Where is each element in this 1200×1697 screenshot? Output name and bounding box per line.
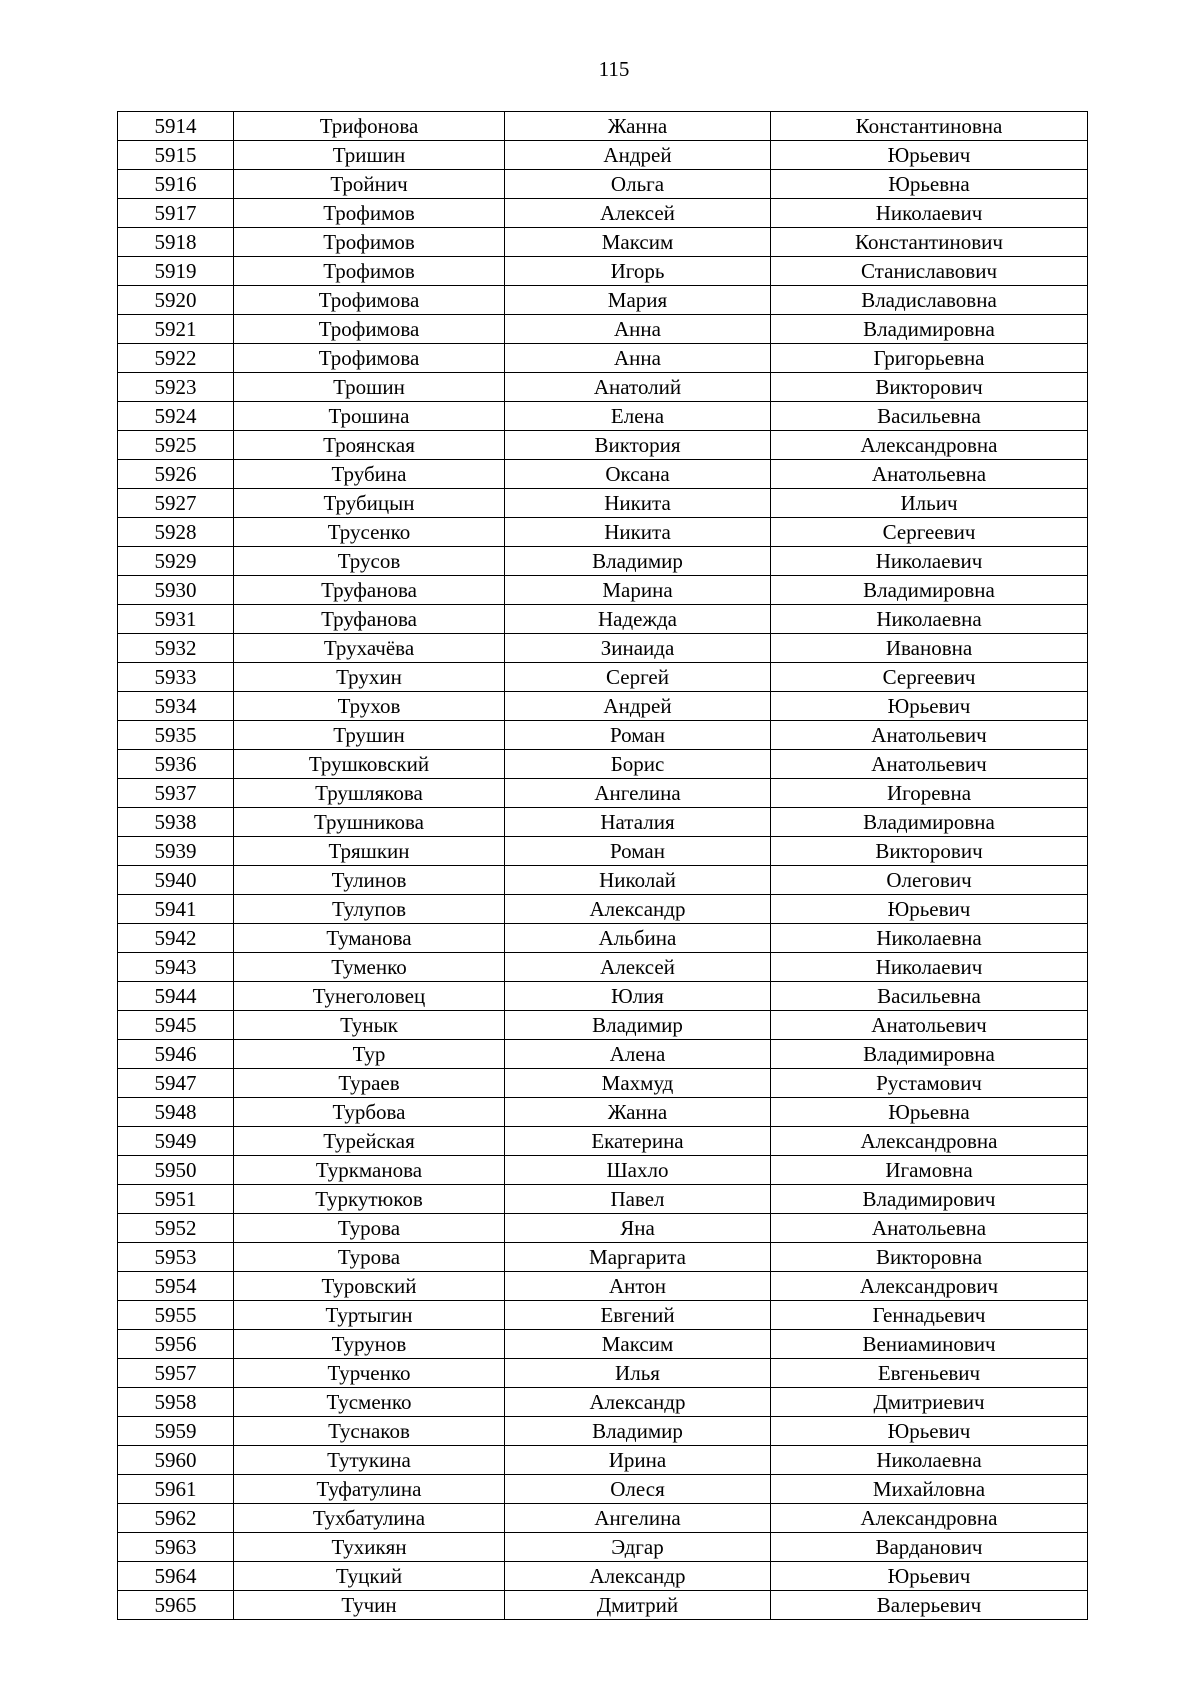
row-number-cell: 5948: [118, 1098, 234, 1127]
patronymic-cell: Григорьевна: [771, 344, 1088, 373]
first-name-cell: Оксана: [505, 460, 771, 489]
last-name-cell: Тураев: [234, 1069, 505, 1098]
first-name-cell: Алексей: [505, 199, 771, 228]
first-name-cell: Дмитрий: [505, 1591, 771, 1620]
first-name-cell: Максим: [505, 1330, 771, 1359]
patronymic-cell: Юрьевич: [771, 895, 1088, 924]
patronymic-cell: Ивановна: [771, 634, 1088, 663]
patronymic-cell: Викторович: [771, 373, 1088, 402]
table-row: [118, 518, 1088, 547]
first-name-cell: Александр: [505, 895, 771, 924]
first-name-cell: Жанна: [505, 112, 771, 141]
row-number-cell: 5960: [118, 1446, 234, 1475]
row-number-cell: 5954: [118, 1272, 234, 1301]
table-row: [118, 953, 1088, 982]
first-name-cell: Маргарита: [505, 1243, 771, 1272]
last-name-cell: Трушин: [234, 721, 505, 750]
first-name-cell: Елена: [505, 402, 771, 431]
patronymic-cell: Юрьевич: [771, 141, 1088, 170]
last-name-cell: Туркманова: [234, 1156, 505, 1185]
first-name-cell: Александр: [505, 1388, 771, 1417]
last-name-cell: Тутукина: [234, 1446, 505, 1475]
row-number-cell: 5955: [118, 1301, 234, 1330]
table-row: [118, 1214, 1088, 1243]
table-row: [118, 1185, 1088, 1214]
row-number-cell: 5931: [118, 605, 234, 634]
row-number-cell: 5944: [118, 982, 234, 1011]
last-name-cell: Тучин: [234, 1591, 505, 1620]
patronymic-cell: Дмитриевич: [771, 1388, 1088, 1417]
first-name-cell: Антон: [505, 1272, 771, 1301]
patronymic-cell: Вениаминович: [771, 1330, 1088, 1359]
row-number-cell: 5950: [118, 1156, 234, 1185]
patronymic-cell: Ильич: [771, 489, 1088, 518]
patronymic-cell: Владимировна: [771, 576, 1088, 605]
patronymic-cell: Анатольевич: [771, 750, 1088, 779]
table-row: [118, 1533, 1088, 1562]
first-name-cell: Андрей: [505, 141, 771, 170]
first-name-cell: Юлия: [505, 982, 771, 1011]
row-number-cell: 5923: [118, 373, 234, 402]
table-row: [118, 576, 1088, 605]
first-name-cell: Сергей: [505, 663, 771, 692]
table-row: [118, 489, 1088, 518]
patronymic-cell: Владимировна: [771, 808, 1088, 837]
patronymic-cell: Сергеевич: [771, 663, 1088, 692]
table-row: [118, 1359, 1088, 1388]
last-name-cell: Тряшкин: [234, 837, 505, 866]
patronymic-cell: Станиславович: [771, 257, 1088, 286]
first-name-cell: Надежда: [505, 605, 771, 634]
first-name-cell: Анатолий: [505, 373, 771, 402]
first-name-cell: Владимир: [505, 547, 771, 576]
roster-table-body: [118, 112, 1088, 1620]
page-number: 115: [598, 57, 630, 81]
last-name-cell: Тройнич: [234, 170, 505, 199]
patronymic-cell: Викторовна: [771, 1243, 1088, 1272]
last-name-cell: Трусенко: [234, 518, 505, 547]
last-name-cell: Тулупов: [234, 895, 505, 924]
last-name-cell: Туровский: [234, 1272, 505, 1301]
first-name-cell: Жанна: [505, 1098, 771, 1127]
table-row: [118, 634, 1088, 663]
last-name-cell: Тулинов: [234, 866, 505, 895]
patronymic-cell: Евгеньевич: [771, 1359, 1088, 1388]
first-name-cell: Игорь: [505, 257, 771, 286]
table-row: [118, 112, 1088, 141]
first-name-cell: Екатерина: [505, 1127, 771, 1156]
patronymic-cell: Игоревна: [771, 779, 1088, 808]
row-number-cell: 5951: [118, 1185, 234, 1214]
last-name-cell: Тунык: [234, 1011, 505, 1040]
patronymic-cell: Александрович: [771, 1272, 1088, 1301]
last-name-cell: Трухачёва: [234, 634, 505, 663]
table-row: [118, 837, 1088, 866]
row-number-cell: 5949: [118, 1127, 234, 1156]
row-number-cell: 5914: [118, 112, 234, 141]
last-name-cell: Трухов: [234, 692, 505, 721]
patronymic-cell: Юрьевна: [771, 1098, 1088, 1127]
row-number-cell: 5926: [118, 460, 234, 489]
table-row: [118, 141, 1088, 170]
first-name-cell: Алексей: [505, 953, 771, 982]
row-number-cell: 5939: [118, 837, 234, 866]
row-number-cell: 5936: [118, 750, 234, 779]
first-name-cell: Алена: [505, 1040, 771, 1069]
first-name-cell: Шахло: [505, 1156, 771, 1185]
first-name-cell: Олеся: [505, 1475, 771, 1504]
row-number-cell: 5925: [118, 431, 234, 460]
first-name-cell: Андрей: [505, 692, 771, 721]
last-name-cell: Трофимов: [234, 257, 505, 286]
last-name-cell: Туцкий: [234, 1562, 505, 1591]
table-row: [118, 750, 1088, 779]
table-row: [118, 982, 1088, 1011]
last-name-cell: Туменко: [234, 953, 505, 982]
last-name-cell: Труфанова: [234, 576, 505, 605]
last-name-cell: Трушникова: [234, 808, 505, 837]
patronymic-cell: Анатольевич: [771, 721, 1088, 750]
row-number-cell: 5930: [118, 576, 234, 605]
row-number-cell: 5964: [118, 1562, 234, 1591]
table-row: [118, 460, 1088, 489]
last-name-cell: Трофимова: [234, 344, 505, 373]
last-name-cell: Тунеголовец: [234, 982, 505, 1011]
table-row: [118, 1388, 1088, 1417]
row-number-cell: 5932: [118, 634, 234, 663]
patronymic-cell: Константинович: [771, 228, 1088, 257]
patronymic-cell: Юрьевна: [771, 170, 1088, 199]
patronymic-cell: Константиновна: [771, 112, 1088, 141]
patronymic-cell: Владимирович: [771, 1185, 1088, 1214]
row-number-cell: 5952: [118, 1214, 234, 1243]
patronymic-cell: Владимировна: [771, 1040, 1088, 1069]
first-name-cell: Роман: [505, 837, 771, 866]
last-name-cell: Троянская: [234, 431, 505, 460]
row-number-cell: 5938: [118, 808, 234, 837]
row-number-cell: 5918: [118, 228, 234, 257]
table-row: [118, 547, 1088, 576]
last-name-cell: Туркутюков: [234, 1185, 505, 1214]
table-row: [118, 315, 1088, 344]
table-row: [118, 1272, 1088, 1301]
table-row: [118, 1591, 1088, 1620]
last-name-cell: Трусов: [234, 547, 505, 576]
patronymic-cell: Сергеевич: [771, 518, 1088, 547]
last-name-cell: Трубина: [234, 460, 505, 489]
table-row: [118, 373, 1088, 402]
first-name-cell: Анна: [505, 315, 771, 344]
first-name-cell: Ангелина: [505, 779, 771, 808]
first-name-cell: Наталия: [505, 808, 771, 837]
first-name-cell: Евгений: [505, 1301, 771, 1330]
last-name-cell: Туфатулина: [234, 1475, 505, 1504]
patronymic-cell: Васильевна: [771, 402, 1088, 431]
table-row: [118, 1446, 1088, 1475]
patronymic-cell: Александровна: [771, 1127, 1088, 1156]
first-name-cell: Марина: [505, 576, 771, 605]
patronymic-cell: Валерьевич: [771, 1591, 1088, 1620]
patronymic-cell: Николаевич: [771, 199, 1088, 228]
last-name-cell: Турова: [234, 1214, 505, 1243]
table-row: [118, 257, 1088, 286]
last-name-cell: Турунов: [234, 1330, 505, 1359]
last-name-cell: Тусменко: [234, 1388, 505, 1417]
row-number-cell: 5962: [118, 1504, 234, 1533]
last-name-cell: Трофимова: [234, 315, 505, 344]
table-row: [118, 1127, 1088, 1156]
first-name-cell: Илья: [505, 1359, 771, 1388]
table-row: [118, 286, 1088, 315]
last-name-cell: Турова: [234, 1243, 505, 1272]
table-row: [118, 1301, 1088, 1330]
row-number-cell: 5937: [118, 779, 234, 808]
row-number-cell: 5928: [118, 518, 234, 547]
first-name-cell: Николай: [505, 866, 771, 895]
table-row: [118, 1504, 1088, 1533]
row-number-cell: 5935: [118, 721, 234, 750]
table-row: [118, 1330, 1088, 1359]
first-name-cell: Владимир: [505, 1011, 771, 1040]
row-number-cell: 5917: [118, 199, 234, 228]
row-number-cell: 5941: [118, 895, 234, 924]
table-row: [118, 170, 1088, 199]
last-name-cell: Трофимов: [234, 199, 505, 228]
first-name-cell: Ирина: [505, 1446, 771, 1475]
first-name-cell: Виктория: [505, 431, 771, 460]
row-number-cell: 5915: [118, 141, 234, 170]
patronymic-cell: Александровна: [771, 431, 1088, 460]
table-row: [118, 344, 1088, 373]
table-row: [118, 1011, 1088, 1040]
patronymic-cell: Николаевна: [771, 1446, 1088, 1475]
last-name-cell: Трубицын: [234, 489, 505, 518]
first-name-cell: Никита: [505, 489, 771, 518]
row-number-cell: 5956: [118, 1330, 234, 1359]
table-row: [118, 924, 1088, 953]
table-row: [118, 199, 1088, 228]
table-row: [118, 431, 1088, 460]
first-name-cell: Ольга: [505, 170, 771, 199]
last-name-cell: Тришин: [234, 141, 505, 170]
patronymic-cell: Николаевич: [771, 953, 1088, 982]
last-name-cell: Турейская: [234, 1127, 505, 1156]
table-row: [118, 1156, 1088, 1185]
patronymic-cell: Рустамович: [771, 1069, 1088, 1098]
roster-table: [117, 111, 1088, 1620]
first-name-cell: Анна: [505, 344, 771, 373]
patronymic-cell: Анатольевна: [771, 460, 1088, 489]
row-number-cell: 5946: [118, 1040, 234, 1069]
table-row: [118, 779, 1088, 808]
row-number-cell: 5963: [118, 1533, 234, 1562]
last-name-cell: Труфанова: [234, 605, 505, 634]
table-row: [118, 605, 1088, 634]
row-number-cell: 5927: [118, 489, 234, 518]
patronymic-cell: Анатольевна: [771, 1214, 1088, 1243]
row-number-cell: 5921: [118, 315, 234, 344]
first-name-cell: Махмуд: [505, 1069, 771, 1098]
last-name-cell: Трошина: [234, 402, 505, 431]
last-name-cell: Тухикян: [234, 1533, 505, 1562]
patronymic-cell: Олегович: [771, 866, 1088, 895]
table-row: [118, 808, 1088, 837]
row-number-cell: 5942: [118, 924, 234, 953]
table-row: [118, 1098, 1088, 1127]
first-name-cell: Альбина: [505, 924, 771, 953]
row-number-cell: 5959: [118, 1417, 234, 1446]
patronymic-cell: Васильевна: [771, 982, 1088, 1011]
table-row: [118, 895, 1088, 924]
row-number-cell: 5933: [118, 663, 234, 692]
first-name-cell: Мария: [505, 286, 771, 315]
table-row: [118, 692, 1088, 721]
row-number-cell: 5929: [118, 547, 234, 576]
last-name-cell: Турченко: [234, 1359, 505, 1388]
last-name-cell: Трофимов: [234, 228, 505, 257]
first-name-cell: Максим: [505, 228, 771, 257]
last-name-cell: Трушлякова: [234, 779, 505, 808]
table-row: [118, 721, 1088, 750]
row-number-cell: 5940: [118, 866, 234, 895]
row-number-cell: 5920: [118, 286, 234, 315]
patronymic-cell: Юрьевич: [771, 1417, 1088, 1446]
patronymic-cell: Игамовна: [771, 1156, 1088, 1185]
first-name-cell: Зинаида: [505, 634, 771, 663]
row-number-cell: 5947: [118, 1069, 234, 1098]
table-row: [118, 1069, 1088, 1098]
row-number-cell: 5924: [118, 402, 234, 431]
table-row: [118, 402, 1088, 431]
last-name-cell: Трушковский: [234, 750, 505, 779]
table-row: [118, 1562, 1088, 1591]
row-number-cell: 5934: [118, 692, 234, 721]
row-number-cell: 5965: [118, 1591, 234, 1620]
first-name-cell: Эдгар: [505, 1533, 771, 1562]
row-number-cell: 5916: [118, 170, 234, 199]
first-name-cell: Яна: [505, 1214, 771, 1243]
first-name-cell: Павел: [505, 1185, 771, 1214]
patronymic-cell: Владиславовна: [771, 286, 1088, 315]
first-name-cell: Ангелина: [505, 1504, 771, 1533]
last-name-cell: Тухбатулина: [234, 1504, 505, 1533]
table-row: [118, 663, 1088, 692]
row-number-cell: 5945: [118, 1011, 234, 1040]
patronymic-cell: Юрьевич: [771, 692, 1088, 721]
last-name-cell: Трухин: [234, 663, 505, 692]
patronymic-cell: Юрьевич: [771, 1562, 1088, 1591]
patronymic-cell: Анатольевич: [771, 1011, 1088, 1040]
first-name-cell: Владимир: [505, 1417, 771, 1446]
patronymic-cell: Владимировна: [771, 315, 1088, 344]
table-row: [118, 228, 1088, 257]
last-name-cell: Туманова: [234, 924, 505, 953]
patronymic-cell: Михайловна: [771, 1475, 1088, 1504]
table-row: [118, 1417, 1088, 1446]
table-row: [118, 866, 1088, 895]
patronymic-cell: Николаевна: [771, 605, 1088, 634]
row-number-cell: 5919: [118, 257, 234, 286]
table-row: [118, 1475, 1088, 1504]
first-name-cell: Александр: [505, 1562, 771, 1591]
row-number-cell: 5957: [118, 1359, 234, 1388]
last-name-cell: Тур: [234, 1040, 505, 1069]
patronymic-cell: Викторович: [771, 837, 1088, 866]
last-name-cell: Туртыгин: [234, 1301, 505, 1330]
last-name-cell: Трофимова: [234, 286, 505, 315]
row-number-cell: 5961: [118, 1475, 234, 1504]
first-name-cell: Никита: [505, 518, 771, 547]
table-row: [118, 1040, 1088, 1069]
first-name-cell: Борис: [505, 750, 771, 779]
patronymic-cell: Варданович: [771, 1533, 1088, 1562]
row-number-cell: 5958: [118, 1388, 234, 1417]
last-name-cell: Трифонова: [234, 112, 505, 141]
table-row: [118, 1243, 1088, 1272]
patronymic-cell: Александровна: [771, 1504, 1088, 1533]
row-number-cell: 5943: [118, 953, 234, 982]
last-name-cell: Трошин: [234, 373, 505, 402]
patronymic-cell: Николаевич: [771, 547, 1088, 576]
patronymic-cell: Геннадьевич: [771, 1301, 1088, 1330]
first-name-cell: Роман: [505, 721, 771, 750]
row-number-cell: 5953: [118, 1243, 234, 1272]
last-name-cell: Турбова: [234, 1098, 505, 1127]
row-number-cell: 5922: [118, 344, 234, 373]
patronymic-cell: Николаевна: [771, 924, 1088, 953]
last-name-cell: Туснаков: [234, 1417, 505, 1446]
